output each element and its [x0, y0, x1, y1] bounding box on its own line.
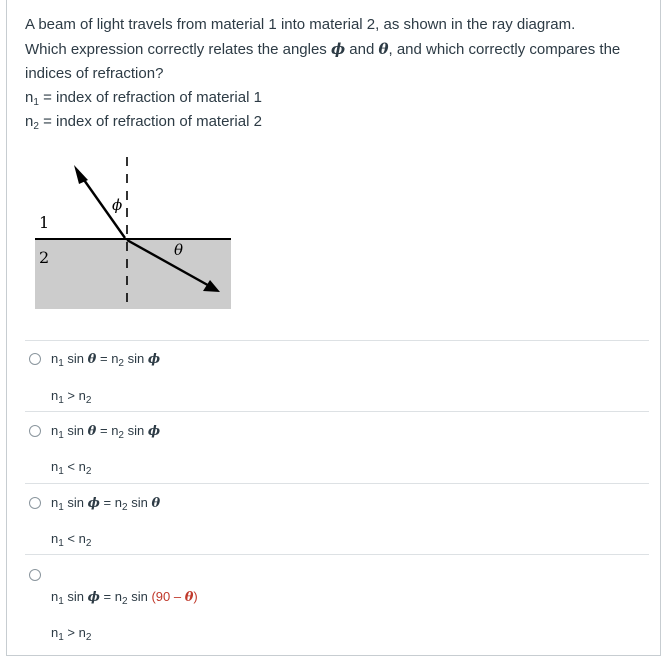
phi-symbol: ϕ: [330, 40, 346, 58]
definition-n2: $n_2$ = index of refraction of material 2: [25, 113, 262, 132]
question-line-3: indices of refraction?: [25, 65, 164, 82]
definition-n1: $n_1$ = index of refraction of material 1: [25, 89, 262, 108]
label-material-1: 1: [39, 213, 50, 232]
answer-2-comparison: $n_1 < n_2$: [51, 459, 92, 477]
answer-1-comparison: $n_1 > n_2$: [51, 388, 92, 406]
answer-4-equation: $n_1$ $\sin \phi = n_2$ sin (90 – θ): [51, 589, 198, 607]
angle-phi-label: ϕ: [112, 196, 123, 214]
answer-option-1[interactable]: [25, 340, 649, 411]
answer-3-radio[interactable]: [29, 497, 41, 509]
answer-3-equation: $n_1$ $\sin \phi = n_2$ sin θ: [51, 495, 161, 513]
answer-option-3[interactable]: [25, 483, 649, 554]
answer-list: [25, 340, 649, 654]
answer-1-equation: $n_1$ $\sin \theta = n_2$ sin ϕ: [51, 351, 161, 369]
question-text: [25, 13, 650, 134]
answer-4-radio[interactable]: [29, 569, 41, 581]
question-line-2: Which expression correctly relates the angles ϕ and θ, and which correctly compares the: [25, 40, 621, 58]
ray-diagram: [27, 152, 247, 317]
answer-2-equation: $n_1$ $\sin \theta = n_2$ sin ϕ: [51, 423, 161, 441]
question-card: [6, 0, 661, 656]
answer-3-comparison: $n_1 < n_2$: [51, 531, 92, 549]
answer-1-radio[interactable]: [29, 353, 41, 365]
angle-theta-label: θ: [174, 241, 184, 259]
answer-option-2[interactable]: [25, 411, 649, 483]
answer-2-radio[interactable]: [29, 425, 41, 437]
material-2-region: [35, 239, 231, 309]
question-line-1: A beam of light travels from material 1 into material 2, as shown in the ray diagram.: [25, 16, 576, 33]
answer-option-4[interactable]: [25, 554, 649, 654]
answer-4-comparison: $n_1 > n_2$: [51, 625, 92, 643]
label-material-2: 2: [39, 248, 50, 267]
theta-symbol: θ: [378, 40, 389, 58]
